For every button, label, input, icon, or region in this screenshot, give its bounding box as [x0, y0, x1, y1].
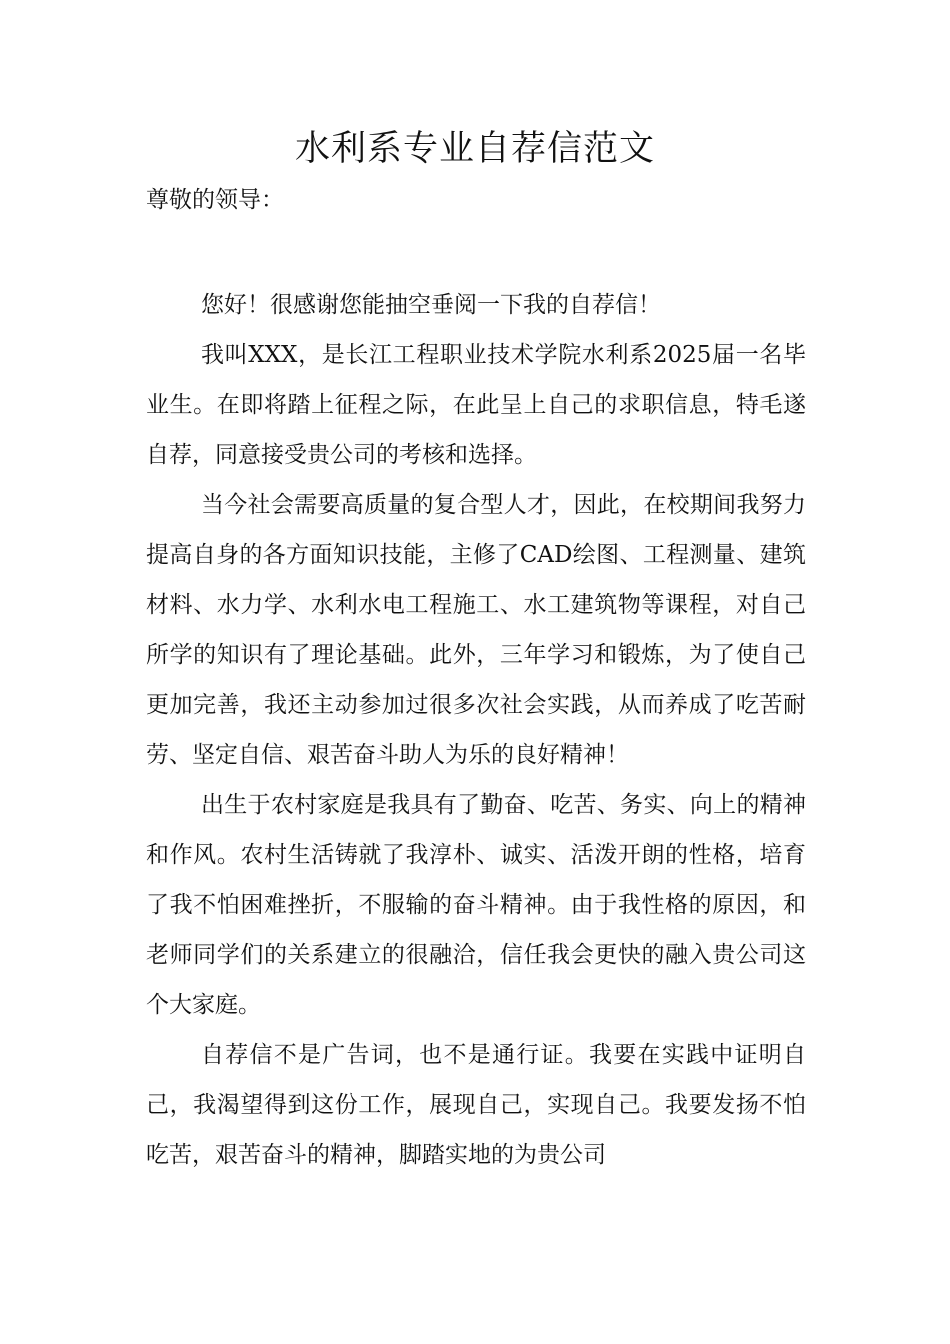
salutation: 尊敬的领导：	[146, 187, 284, 213]
paragraph-education: 当今社会需要高质量的复合型人才，因此，在校期间我努力提高自身的各方面知识技能，主修了CAD绘图、工程测量、建筑材料、水力学、水利水电工程施工、水工建筑物等课程，对自己所学的知识有了理论基础。此外，三年学习和锻炼，为了使自己更加完善，我还主动参加过很多次社会实践，从而养成了吃苦耐劳、坚定自信、艰苦奋斗助人为乐的良好精神！	[146, 492, 806, 768]
paragraph-greeting: 您好！很感谢您能抽空垂阅一下我的自荐信！	[201, 292, 661, 318]
paragraph-closing: 自荐信不是广告词，也不是通行证。我要在实践中证明自己，我渴望得到这份工作，展现自己，实现自己。我要发扬不怕吃苦，艰苦奋斗的精神，脚踏实地的为贵公司	[146, 1042, 806, 1168]
letter-body	[146, 280, 806, 1180]
document-title: 水利系专业自荐信范文	[294, 129, 655, 169]
paragraph-introduction: 我叫XXX，是长江工程职业技术学院水利系2025届一名毕业生。在即将踏上征程之际，在此呈上自己的求职信息，特毛遂自荐，同意接受贵公司的考核和选择。	[146, 342, 806, 468]
paragraph-background: 出生于农村家庭是我具有了勤奋、吃苦、务实、向上的精神和作风。农村生活铸就了我淳朴、诚实、活泼开朗的性格，培育了我不怕困难挫折，不服输的奋斗精神。由于我性格的原因，和老师同学们的关系建立的很融洽，信任我会更快的融入贵公司这个大家庭。	[146, 792, 806, 1018]
